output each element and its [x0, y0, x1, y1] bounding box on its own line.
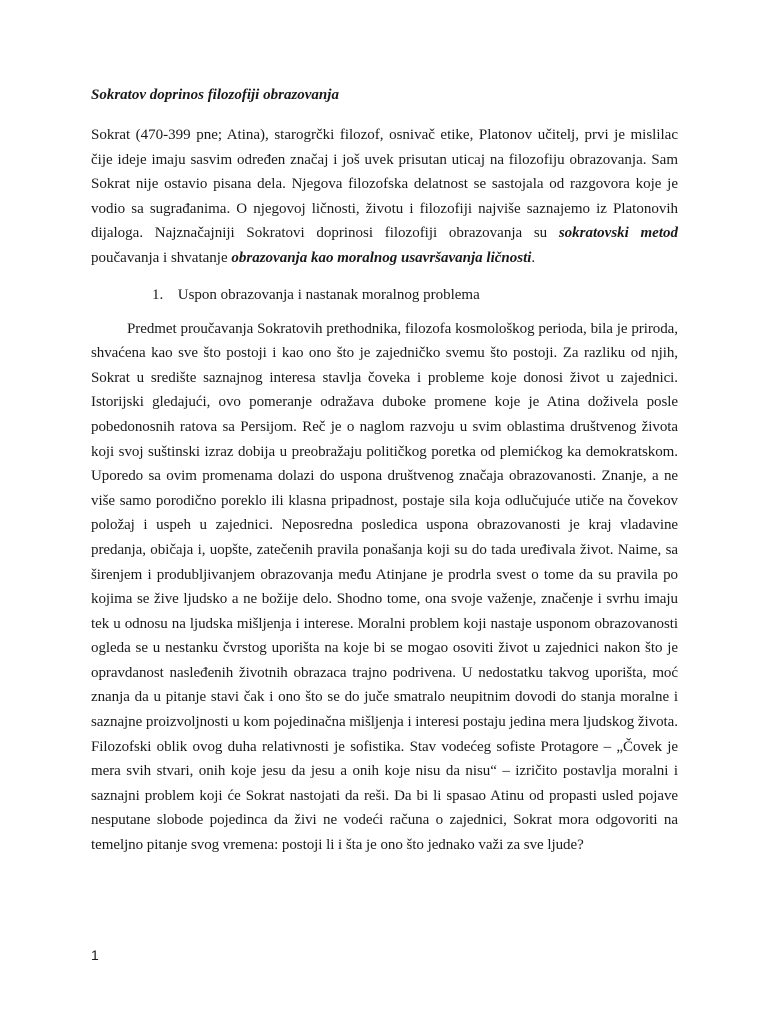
intro-text-after: . — [531, 249, 536, 266]
intro-text-before: Sokrat (470-399 pne; Atina), starogrčki filozof, osnivač etike, Platonov učitelj, prvi je mislilac čije ideje imaju sasvim određen značaj i još uvek prisutan uticaj na filozofiju obrazovanja. Sam Sokrat nije ostavio pisana dela. Njegova filozofska delatnost se sastojala od razgovora koje je vodio sa sugrađanima. O njegovoj ličnosti, životu i filozofiji najviše saznajemo iz Platonovih dijaloga. Najznačajniji Sokratovi doprinosi filozofiji obrazovanja su — [91, 127, 678, 242]
intro-text-middle: poučavanja i shvatanje — [91, 249, 232, 266]
document-title: Sokratov doprinos filozofiji obrazovanja — [91, 87, 339, 103]
intro-emphasis-method: sokratovski metod — [558, 225, 679, 242]
intro-emphasis-education: obrazovanja kao moralnog usavršavanja ličnosti — [231, 249, 532, 266]
section-number: 1. — [152, 286, 164, 303]
section-heading-text: Uspon obrazovanja i nastanak moralnog problema — [177, 286, 480, 303]
document-content — [91, 85, 678, 858]
body-paragraph: Predmet proučavanja Sokratovih prethodnika, filozofa kosmološkog perioda, bila je priroda, shvaćena kao sve što postoji i kao ono što je zajedničko svemu što postoji. Za razliku od njih, Sokrat u središte saznajnog interesa stavlja čoveka i probleme koje donosi život u zajednici. Istorijski gledajući, ovo pomeranje odražava duboke promene koje je Atina doživela posle pobedonosnih ratova sa Persijom. Reč je o naglom razvoju u svim oblastima društvenog života koji svoj suštinski izraz dobija u preobražaju političkog poretka od plemićkog ka demokratskom. Uporedo sa ovim promenama dolazi do uspona društvenog značaja obrazovanosti. Znanje, a ne više samo porodično poreklo ili klasna pripadnost, postaje sila koja odlučujuće utiče na čovekov položaj i uspeh u zajednici. Neposredna posledica uspona obrazovanosti je kraj vladavine predanja, običaja i, uopšte, zatečenih pravila ponašanja koji su do tada uređivala život. Naime, sa širenjem i produbljivanjem obrazovanja među Atinjane je prodrla svest o tome da su pravila po kojima se žive ljudsko a ne božije delo. Shodno tome, ona svoje važenje, značenje i svrhu imaju tek u odnosu na ljudska mišljenja i interese. Moralni problem koji nastaje usponom obrazovanosti ogleda se u nestanku čvrstog uporišta na koje bi se mogao osoviti život u zajednici nakon što je opravdanost nasleđenih životnih obrazaca trajno podrivena. U nedostatku takvog uporišta, moć znanja da u pitanje stavi čak i ono što se do juče smatralo neupitnim dovodi do stanja moralne i saznajne proizvoljnosti u kom pojedinačna mišljenja i interesi postaju jedina mera ljudskog života. Filozofski oblik ovog duha relativnosti je sofistika. Stav vodećeg sofiste Protagore – „Čovek je mera svih stvari, onih koje jesu da jesu a onih koje nisu da nisu“ – izričito postavlja moralni i saznajni problem koji će Sokrat nastojati da reši. Da bi li spasao Atinu od propasti usled pojave nesputane slobode pojedinca da živi ne vodeći računa o zajednici, Sokrat mora odgovoriti na temeljno pitanje svog vremena: postoji li i šta je ono što jednako važi za sve ljude? — [91, 320, 678, 854]
page-number: 1 — [91, 947, 99, 963]
section-heading — [91, 283, 678, 307]
intro-paragraph — [91, 123, 678, 271]
